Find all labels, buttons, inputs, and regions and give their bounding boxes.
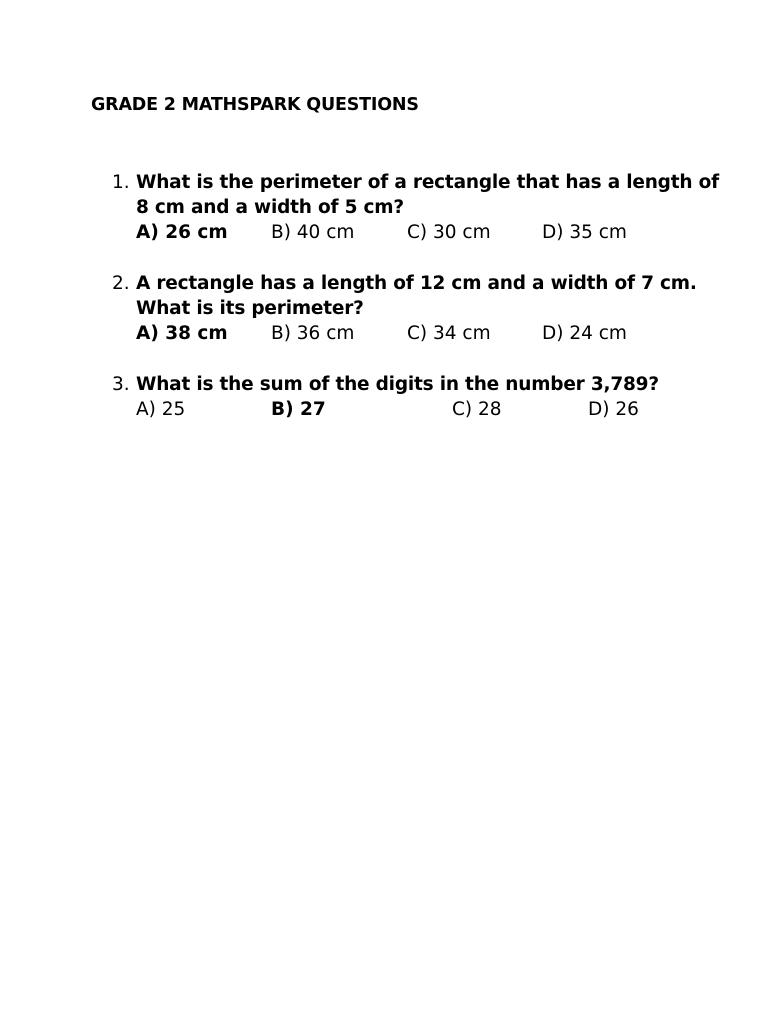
option-d: D) 24 cm xyxy=(542,323,627,344)
question-3 xyxy=(112,372,732,422)
option-c: C) 30 cm xyxy=(407,222,491,243)
option-c: C) 34 cm xyxy=(407,323,491,344)
question-line: What is the perimeter of a rectangle that has a length of xyxy=(136,172,719,193)
option-b-correct: B) 27 xyxy=(271,399,326,420)
answer-options xyxy=(136,220,732,245)
option-b: B) 40 cm xyxy=(271,222,355,243)
option-a: A) 25 xyxy=(136,399,186,420)
question-text xyxy=(136,170,732,220)
page-title: GRADE 2 MATHSPARK QUESTIONS xyxy=(91,95,419,115)
question-text xyxy=(136,271,732,321)
option-d: D) 35 cm xyxy=(542,222,627,243)
option-a-correct: A) 38 cm xyxy=(136,323,228,344)
question-line: 8 cm and a width of 5 cm? xyxy=(136,197,404,218)
question-number: 3. xyxy=(112,374,130,395)
answer-options xyxy=(136,321,732,346)
question-1 xyxy=(112,170,732,245)
question-line: What is its perimeter? xyxy=(136,298,364,319)
option-a-correct: A) 26 cm xyxy=(136,222,228,243)
answer-options xyxy=(136,397,732,422)
option-c: C) 28 xyxy=(452,399,502,420)
option-d: D) 26 xyxy=(588,399,639,420)
question-number: 2. xyxy=(112,273,130,294)
question-line: What is the sum of the digits in the number 3,789? xyxy=(136,374,659,395)
question-line: A rectangle has a length of 12 cm and a width of 7 cm. xyxy=(136,273,697,294)
question-text xyxy=(136,372,732,397)
question-number: 1. xyxy=(112,172,130,193)
option-b: B) 36 cm xyxy=(271,323,355,344)
question-2 xyxy=(112,271,732,346)
